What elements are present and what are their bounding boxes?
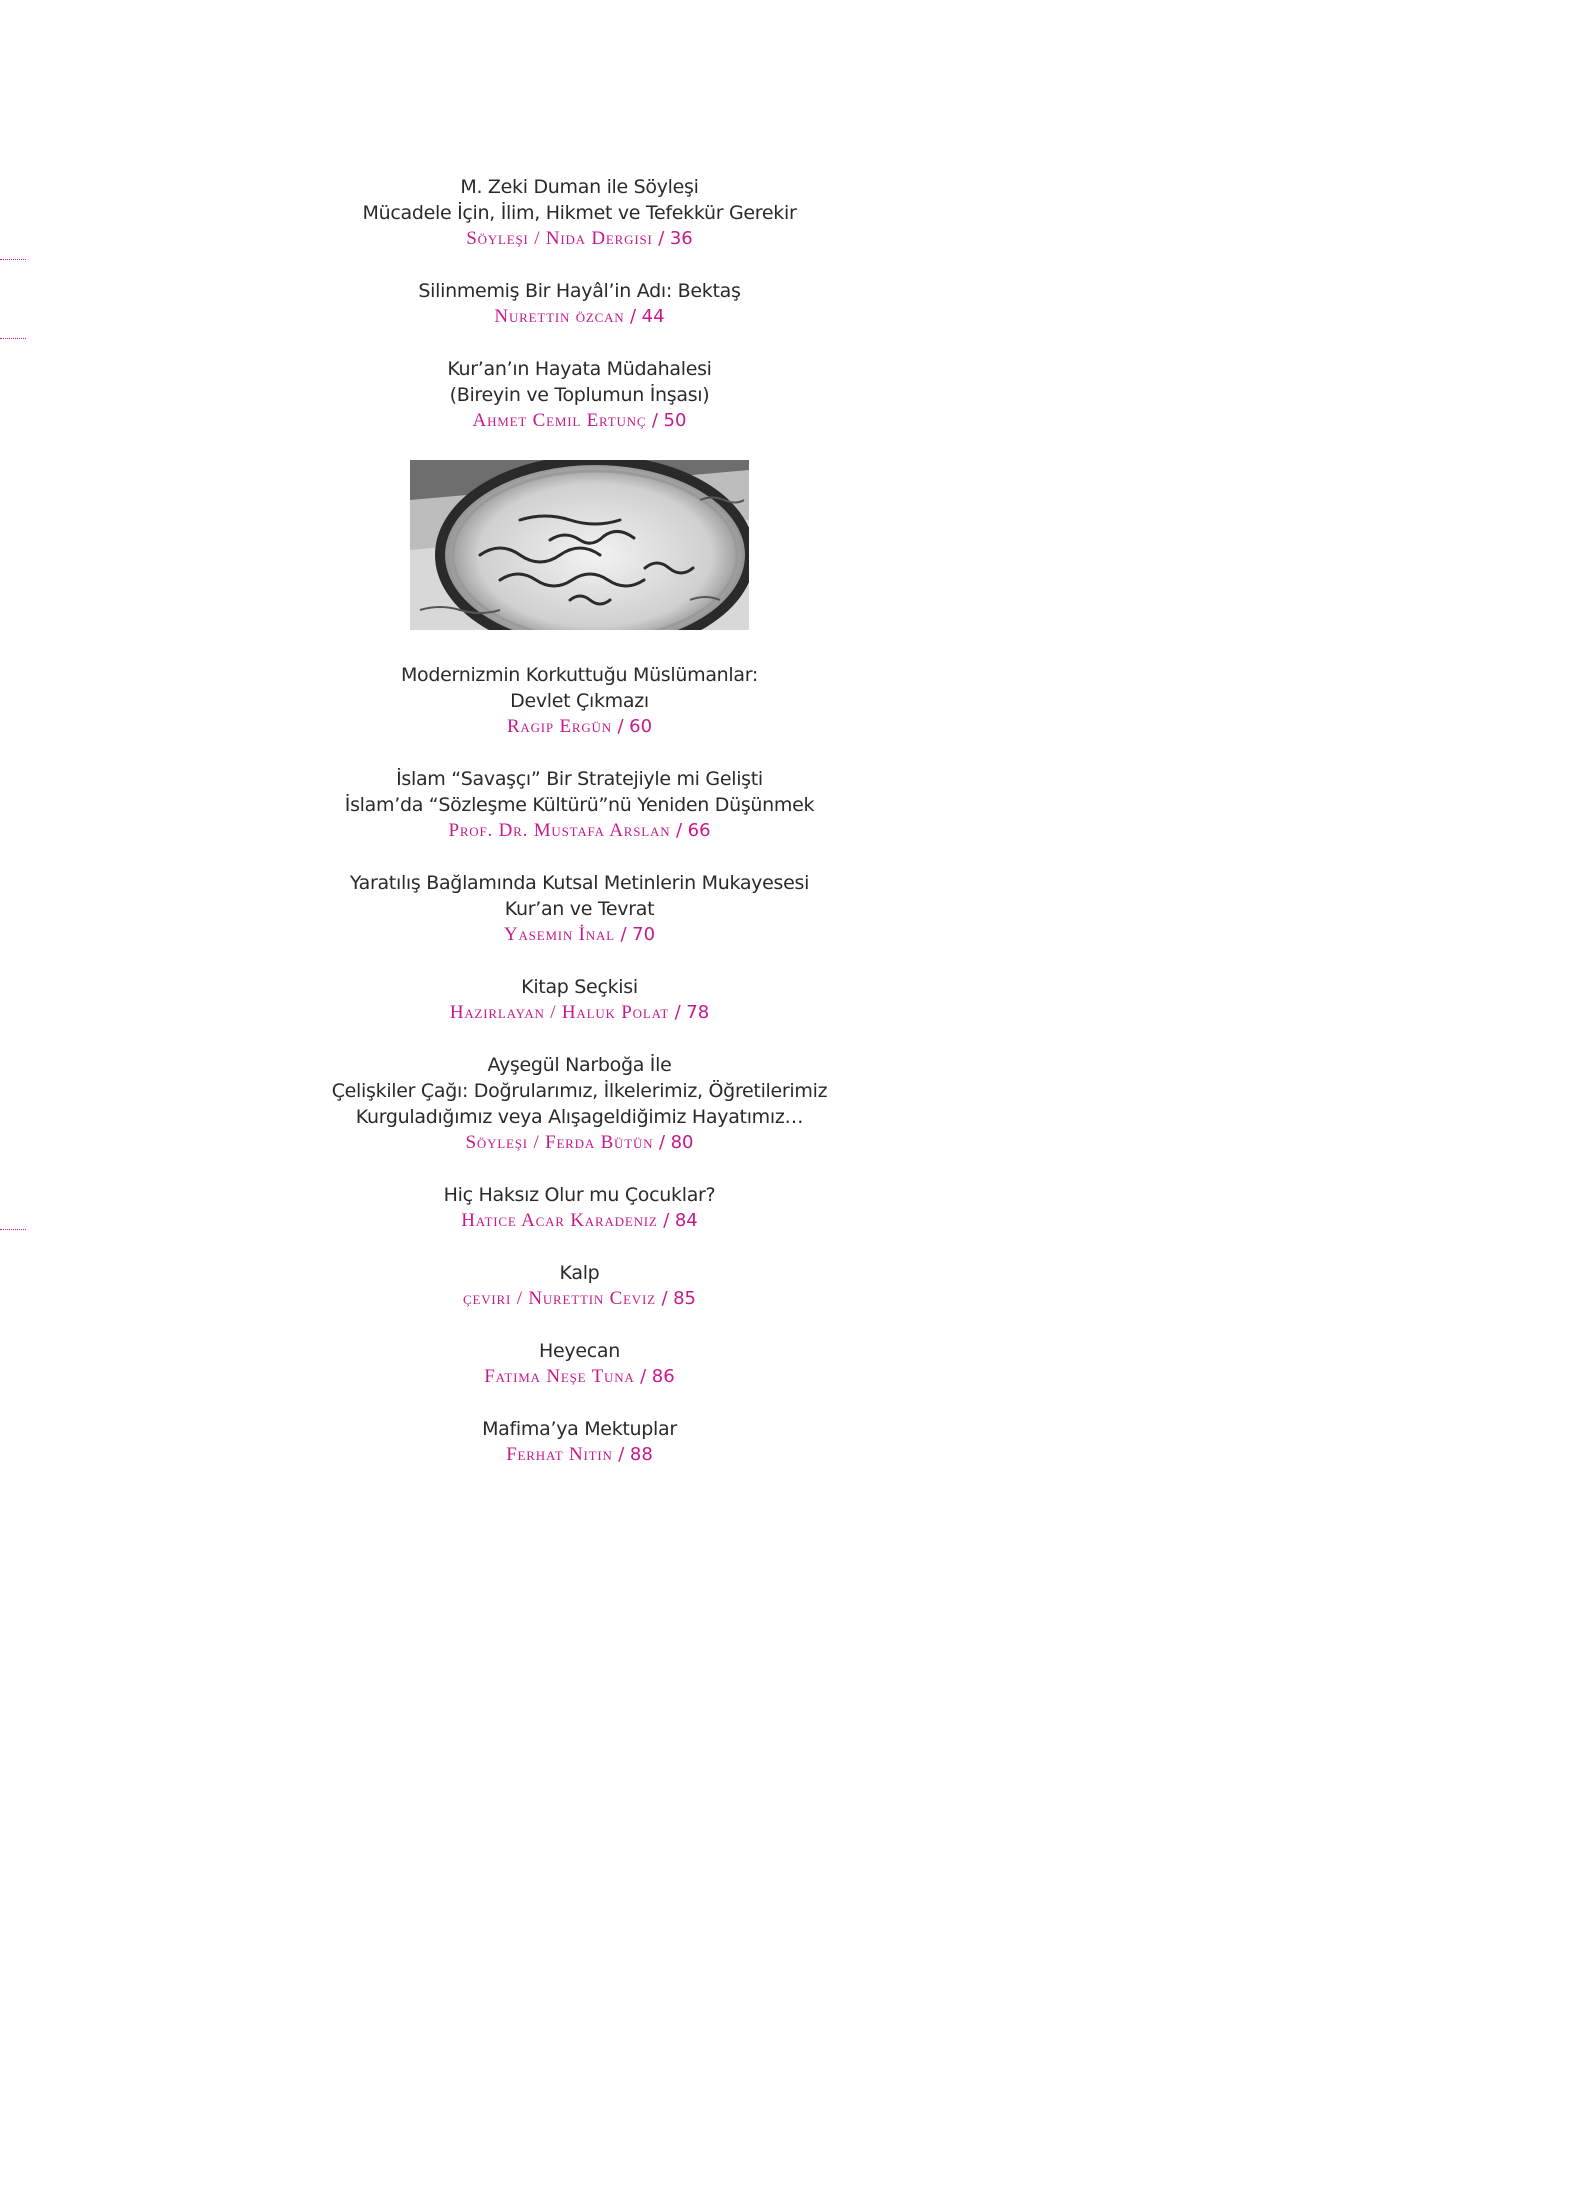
entry-title-line: Ayşegül Narboğa İle <box>487 1054 672 1076</box>
entry-page-number: 36 <box>669 228 693 249</box>
entry-author-line <box>0 1208 1159 1234</box>
entry-page-separator: / <box>630 306 637 327</box>
entry-author-line <box>0 818 1159 844</box>
entry-page-number: 44 <box>641 306 665 327</box>
toc-entry <box>0 356 1159 434</box>
entry-title-line: Modernizmin Korkuttuğu Müslümanlar: <box>400 664 759 686</box>
entry-page-number: 66 <box>687 820 711 841</box>
entry-title-line: Kur’an ve Tevrat <box>504 898 655 920</box>
table-of-contents <box>0 174 1159 1468</box>
entry-title-line: Silinmemiş Bir Hayâl’in Adı: Bektaş <box>418 280 741 302</box>
entry-author: Ahmet Cemil Ertunç <box>472 410 647 431</box>
toc-entry <box>0 1182 1159 1234</box>
entry-author: Ragıp Ergün <box>506 716 612 737</box>
toc-entry <box>0 1052 1159 1156</box>
toc-list-top <box>0 174 1159 434</box>
entry-author: Fatıma Neşe Tuna <box>484 1366 635 1387</box>
entry-author-line <box>0 1442 1159 1468</box>
toc-list-bottom <box>0 662 1159 1468</box>
entry-title-line: Devlet Çıkmazı <box>510 690 649 712</box>
entry-author-line <box>0 408 1159 434</box>
toc-entry <box>0 1260 1159 1312</box>
toc-entry <box>0 1416 1159 1468</box>
entry-author-line <box>0 226 1159 252</box>
toc-entry <box>0 1338 1159 1390</box>
entry-page-number: 78 <box>686 1002 710 1023</box>
entry-author-line <box>0 1364 1159 1390</box>
entry-title-line: (Bireyin ve Toplumun İnşası) <box>449 384 710 406</box>
entry-page-separator: / <box>658 228 665 249</box>
entry-page-number: 70 <box>632 924 656 945</box>
entry-author: çeviri / Nurettin Ceviz <box>463 1288 656 1309</box>
entry-page-separator: / <box>651 410 658 431</box>
entry-title-line: Kalp <box>559 1262 600 1284</box>
entry-title-line: M. Zeki Duman ile Söyleşi <box>460 176 699 198</box>
entry-title-line: Kurguladığımız veya Alışageldiğimiz Hayatımız… <box>355 1106 804 1128</box>
entry-page-number: 88 <box>629 1444 653 1465</box>
entry-author-line <box>0 1130 1159 1156</box>
entry-page-number: 50 <box>663 410 687 431</box>
entry-title-line: Hiç Haksız Olur mu Çocuklar? <box>443 1184 716 1206</box>
toc-entry <box>0 174 1159 252</box>
entry-page-separator: / <box>674 1002 681 1023</box>
entry-author: Söyleşi / Ferda Bütün <box>465 1132 654 1153</box>
quran-magnifier-photo <box>410 460 749 630</box>
entry-page-number: 84 <box>674 1210 698 1231</box>
entry-author-line <box>0 922 1159 948</box>
entry-title-line: Mafima’ya Mektuplar <box>482 1418 677 1440</box>
toc-entry <box>0 870 1159 948</box>
entry-title-line: Heyecan <box>539 1340 620 1362</box>
entry-page-separator: / <box>658 1132 666 1153</box>
entry-author: Yasemin İnal <box>503 924 615 945</box>
entry-page-separator: / <box>663 1210 670 1231</box>
entry-page-separator: / <box>617 716 624 737</box>
entry-author: Prof. Dr. Mustafa Arslan <box>448 820 671 841</box>
entry-page-number: 86 <box>651 1366 675 1387</box>
entry-title-line: Çelişkiler Çağı: Doğrularımız, İlkelerimiz, Öğretilerimiz <box>331 1080 828 1102</box>
entry-author-line <box>0 304 1159 330</box>
toc-entry <box>0 662 1159 740</box>
entry-title-line: İslam’da “Sözleşme Kültürü”nü Yeniden Düşünmek <box>344 794 815 816</box>
entry-author-line <box>0 1000 1159 1026</box>
entry-title-line: Kitap Seçkisi <box>521 976 638 998</box>
entry-page-number: 85 <box>673 1288 696 1309</box>
entry-title-line: Kur’an’ın Hayata Müdahalesi <box>447 358 712 380</box>
toc-entry <box>0 974 1159 1026</box>
toc-entry <box>0 278 1159 330</box>
entry-page-separator: / <box>618 1444 625 1465</box>
entry-page-separator: / <box>675 820 683 841</box>
entry-title-line: İslam “Savaşçı” Bir Stratejiyle mi Gelişti <box>396 768 763 790</box>
entry-page-separator: / <box>640 1366 647 1387</box>
entry-author-line <box>0 714 1159 740</box>
entry-author: Nurettin özcan <box>494 306 625 327</box>
entry-author-line <box>0 1286 1159 1312</box>
entry-author: Söyleşi / Nida Dergisi <box>466 228 653 249</box>
entry-page-number: 60 <box>629 716 653 737</box>
toc-entry <box>0 766 1159 844</box>
entry-author: Hazırlayan / Haluk Polat <box>449 1002 670 1023</box>
entry-title-line: Mücadele İçin, İlim, Hikmet ve Tefekkür Gerekir <box>362 202 797 224</box>
entry-page-number: 80 <box>670 1132 694 1153</box>
entry-author: Hatice Acar Karadeniz <box>461 1210 658 1231</box>
entry-author: Ferhat Nitin <box>506 1444 613 1465</box>
magnifier-over-quran-photo-icon <box>410 460 749 630</box>
entry-page-separator: / <box>661 1288 668 1309</box>
entry-page-separator: / <box>620 924 627 945</box>
entry-title-line: Yaratılış Bağlamında Kutsal Metinlerin Mukayesesi <box>349 872 810 894</box>
